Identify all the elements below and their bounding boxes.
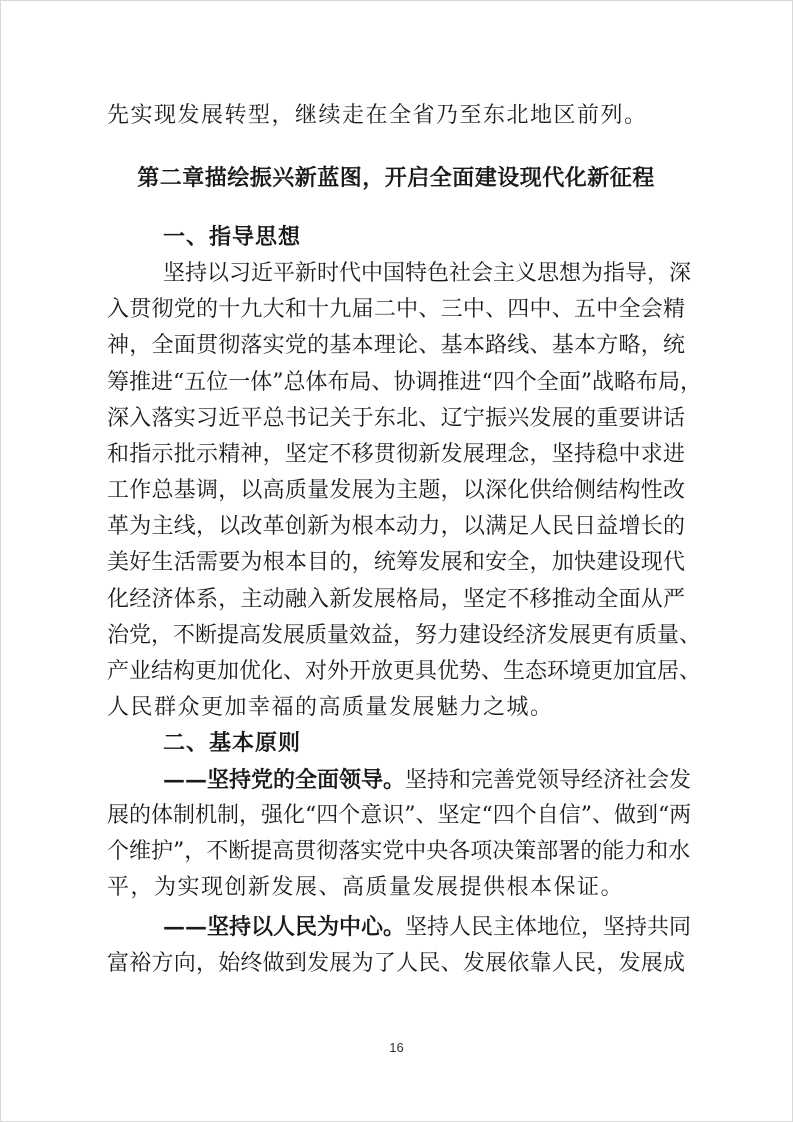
principle-2-lead: ——坚持以人民为中心。: [163, 914, 406, 940]
principle-1-line: [163, 765, 692, 796]
paragraph-line: 富裕方向，始终做到发展为了人民、发展依靠人民，发展成: [107, 951, 685, 976]
paragraph-line: 坚持以习近平新时代中国特色社会主义思想为指导，深: [163, 261, 692, 286]
paragraph-line: 深入落实习近平总书记关于东北、辽宁振兴发展的重要讲话: [107, 406, 685, 431]
principle-1-lead: ——坚持党的全面领导。: [163, 767, 406, 793]
paragraph-line: 化经济体系，主动融入新发展格局，坚定不移推动全面从严: [107, 587, 685, 612]
chapter-title: 第二章描绘振兴新蓝图，开启全面建设现代化新征程: [137, 166, 655, 191]
principle-2-line: [163, 912, 692, 943]
paragraph-line: 平，为实现创新发展、高质量发展提供根本保证。: [107, 875, 625, 900]
section-heading-basic-principles: 二、基本原则: [163, 731, 302, 756]
paragraph-line: 美好生活需要为根本目的，统筹发展和安全，加快建设现代: [107, 550, 685, 575]
paragraph-line: 产业结构更加优化、对外开放更具优势、生态环境更加宜居、: [107, 659, 702, 684]
paragraph-line: 人民群众更加幸福的高质量发展魅力之城。: [107, 695, 554, 720]
paragraph-line: 先实现发展转型，继续走在全省乃至东北地区前列。: [107, 103, 648, 128]
paragraph-line: 革为主线，以改革创新为根本动力，以满足人民日益增长的: [107, 514, 685, 539]
principle-2-text: 坚持人民主体地位，坚持共同: [405, 915, 692, 940]
section-heading-guiding-ideology: 一、指导思想: [163, 225, 302, 250]
paragraph-line: 展的体制机制，强化“四个意识”、坚定“四个自信”、做到“两: [107, 803, 692, 828]
paragraph-line: 筹推进“五位一体”总体布局、协调推进“四个全面”战略布局，: [107, 370, 702, 395]
paragraph-line: 神，全面贯彻落实党的基本理论、基本路线、基本方略，统: [107, 333, 685, 358]
paragraph-line: 工作总基调，以高质量发展为主题，以深化供给侧结构性改: [107, 478, 685, 503]
paragraph-line: 和指示批示精神，坚定不移贯彻新发展理念，坚持稳中求进: [107, 442, 685, 467]
paragraph-line: 个维护”，不断提高贯彻落实党中央各项决策部署的能力和水: [107, 839, 691, 864]
page-number: 16: [389, 1040, 404, 1055]
paragraph-line: 治党，不断提高发展质量效益，努力建设经济发展更有质量、: [107, 623, 702, 648]
principle-1-text: 坚持和完善党领导经济社会发: [405, 768, 692, 793]
paragraph-line: 入贯彻党的十九大和十九届二中、三中、四中、五中全会精: [107, 297, 685, 322]
